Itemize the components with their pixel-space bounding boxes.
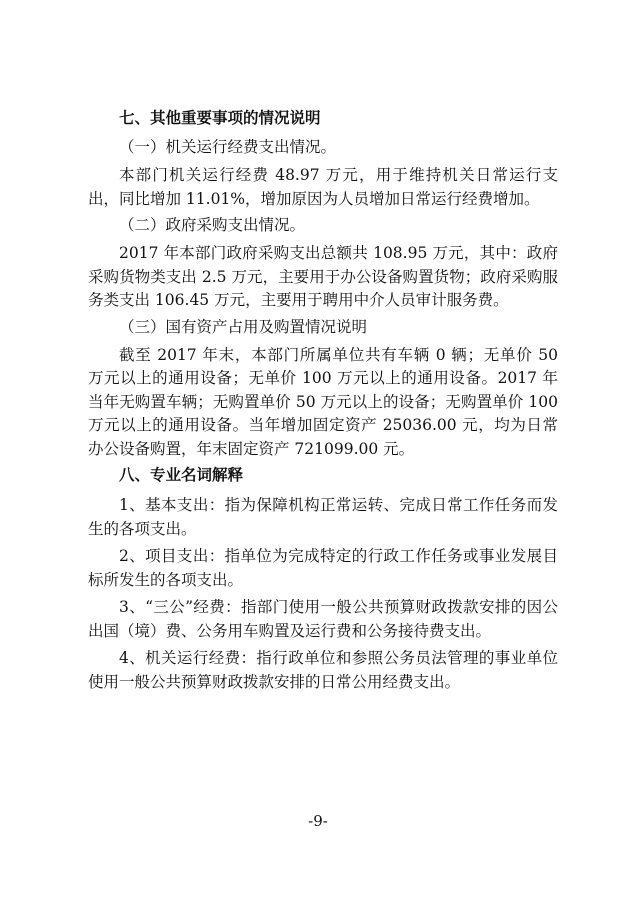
section-7-sub-1-title: （一）机关运行经费支出情况。 — [119, 138, 337, 156]
section-7-sub-2-text: 2017 年本部门政府采购支出总额共 108.95 万元，其中：政府采购货物类支出 2.5 万元，主要用于办公设备购置货物；政府采购服务类支出 106.45 万元，主要用于聘用中介人员审计服务费。 — [88, 244, 558, 309]
section-7-sub-1-text: 本部门机关运行经费 48.97 万元，用于维持机关日常运行支出，同比增加 11.01%，增加原因为人员增加日常运行经费增加。 — [88, 166, 558, 208]
definition-item-operating-expenses: 4、机关运行经费：指行政单位和参照公务员法管理的事业单位使用一般公共预算财政拨款安排的日常公用经费支出。 — [88, 649, 558, 691]
section-7-heading: 七、其他重要事项的情况说明 — [119, 108, 321, 127]
definition-item-project-expenditure: 2、项目支出：指单位为完成特定的行政工作任务或事业发展目标所发生的各项支出。 — [88, 547, 558, 589]
definition-item-basic-expenditure: 1、基本支出：指为保障机构正常运转、完成日常工作任务而发生的各项支出。 — [88, 496, 558, 538]
section-8-heading: 八、专业名词解释 — [119, 465, 244, 484]
section-7-sub-3-title: （三）国有资产占用及购置情况说明 — [119, 317, 368, 336]
page-number: -9- — [308, 812, 328, 830]
section-7-sub-2-title: （二）政府采购支出情况。 — [119, 216, 306, 234]
definition-item-three-public-expenses: 3、“三公”经费：指部门使用一般公共预算财政拨款安排的因公出国（境）费、公务用车购置及运行费和公务接待费支出。 — [88, 598, 558, 640]
document-page — [88, 108, 558, 694]
section-7-sub-3-text: 截至 2017 年末，本部门所属单位共有车辆 0 辆；无单价 50 万元以上的通用设备；无单价 100 万元以上的通用设备。2017 年当年无购置车辆；无购置单价 50 万元以上的设备；无购置单价 100 万元以上的通用设备。当年增加固定资产 25036.00 元，均为日常办公设备购置，年末固定资产 721099.00 元。 — [88, 345, 558, 458]
